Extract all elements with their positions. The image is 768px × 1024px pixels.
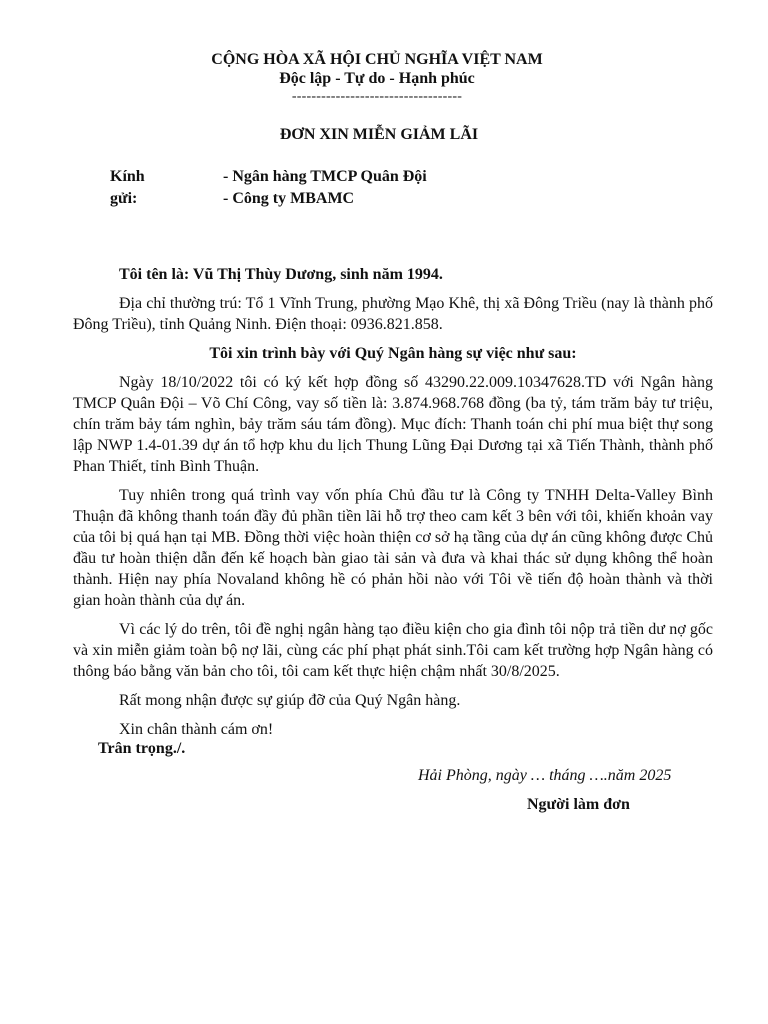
paragraph-thanks: Xin chân thành cám ơn! — [119, 721, 274, 738]
header-separator: ----------------------------------- — [291, 89, 463, 104]
paragraph-hope: Rất mong nhận được sự giúp đỡ của Quý Ngân hàng. — [119, 692, 461, 709]
applicant-address: Địa chỉ thường trú: Tổ 1 Vĩnh Trung, phường Mạo Khê, thị xã Đông Triều (nay là thành phố Đông Triều), tỉnh Quảng Ninh. Điện thoại: 0936.821.858. — [73, 295, 713, 333]
recipients-label: Kính gửi: — [110, 168, 145, 207]
paragraph-request: Vì các lý do trên, tôi đề nghị ngân hàng tạo điều kiện cho gia đình tôi nộp trả tiền dư nợ gốc và xin miễn giảm toàn bộ nợ lãi, cùng các phí phạt phát sinh.Tôi cam kết trường hợp Ngân hàng có thông báo bằng văn bản cho tôi, tôi cam kết thực hiện chậm nhất 30/8/2025. — [73, 621, 713, 680]
recipient-item: - Công ty MBAMC — [223, 190, 355, 207]
recipients-list — [223, 166, 427, 210]
recipient-item: - Ngân hàng TMCP Quân Đội — [223, 168, 427, 185]
paragraph-contract: Ngày 18/10/2022 tôi có ký kết hợp đồng số 43290.22.009.10347628.TD với Ngân hàng TMCP Quân Đội – Võ Chí Công, vay số tiền là: 3.874.968.768 đồng (ba tỷ, tám trăm bảy tư triệu, chín trăm bảy tám nghìn, bảy trăm sáu tám đồng). Mục đích: Thanh toán chi phí mua biệt thự song lập NWP 1.4-01.39 dự án tổ hợp khu du lịch Thung Lũng Đại Dương tại xã Tiến Thành, thành phố Phan Thiết, tỉnh Bình Thuận. — [73, 374, 713, 475]
applicant-intro: Tôi tên là: Vũ Thị Thùy Dương, sinh năm 1994. — [119, 266, 443, 283]
nation-name: CỘNG HÒA XÃ HỘI CHỦ NGHĨA VIỆT NAM — [211, 51, 543, 68]
signer-label: Người làm đơn — [527, 796, 630, 813]
national-header — [0, 50, 754, 105]
national-motto: Độc lập - Tự do - Hạnh phúc — [279, 70, 475, 87]
closing-regards: Trân trọng./. — [98, 740, 186, 757]
body-heading: Tôi xin trình bày với Quý Ngân hàng sự việc như sau: — [209, 345, 577, 362]
paragraph-issue: Tuy nhiên trong quá trình vay vốn phía Chủ đầu tư là Công ty TNHH Delta-Valley Bình Thuận đã không thanh toán đầy đủ phần tiền lãi hỗ trợ theo cam kết 3 bên với tôi, khiến khoản vay của tôi bị quá hạn tại MB. Đồng thời việc hoàn thiện cơ sở hạ tầng của dự án cũng không được Chủ đầu tư hoàn thiện dẫn đến kế hoạch bàn giao tài sản và đưa và khai thác sử dụng không thể hoàn thành. Hiện nay phía Novaland không hề có phản hồi nào với Tôi về tiến độ hoàn thành và thời gian hoàn thành của dự án. — [73, 487, 713, 609]
document-title: ĐƠN XIN MIỄN GIẢM LÃI — [279, 126, 479, 143]
place-date: Hải Phòng, ngày … tháng ….năm 2025 — [418, 767, 672, 784]
document-body — [73, 264, 713, 748]
